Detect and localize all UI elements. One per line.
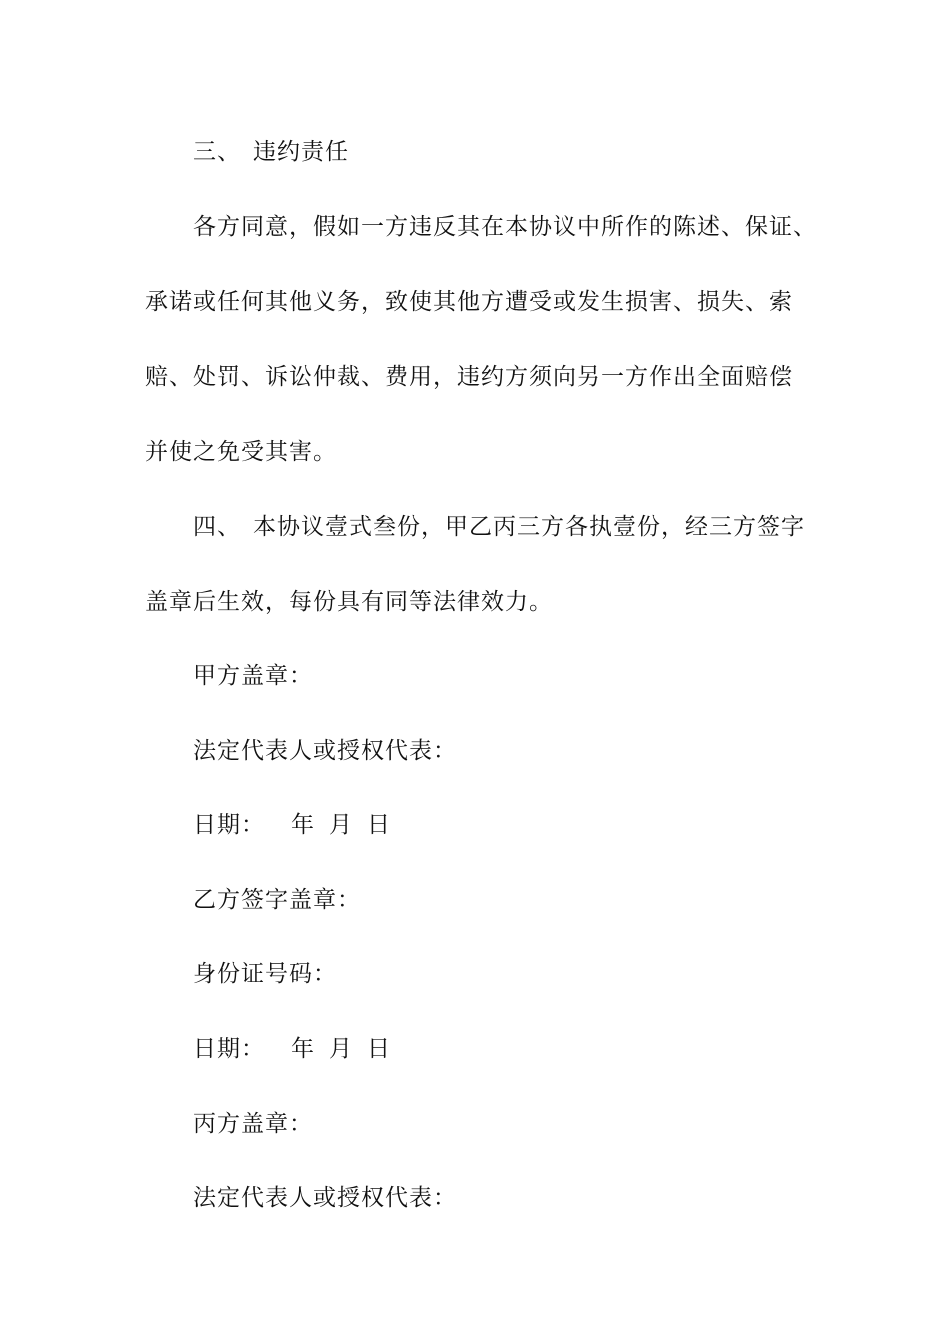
section-3-heading <box>193 137 349 167</box>
party-b-seal-label: 乙方签字盖章： <box>193 887 361 913</box>
date-label: 日期： <box>193 812 265 838</box>
date-month: 月 <box>329 1036 353 1062</box>
party-c-rep-label: 法定代表人或授权代表： <box>193 1185 457 1211</box>
party-b-date <box>193 1034 391 1064</box>
section-3-title: 违约责任 <box>253 139 349 165</box>
date-year: 年 <box>291 812 315 838</box>
party-a-rep-label: 法定代表人或授权代表： <box>193 738 457 764</box>
date-year: 年 <box>291 1036 315 1062</box>
date-day: 日 <box>367 812 391 838</box>
party-c-seal-label: 丙方盖章： <box>193 1111 313 1137</box>
section-3-line-3: 赔、处罚、诉讼仲裁、费用，违约方须向另一方作出全面赔偿 <box>145 364 793 390</box>
section-4-line-1 <box>193 512 805 542</box>
section-4-text: 本协议壹式叁份，甲乙丙三方各执壹份，经三方签字 <box>253 514 805 540</box>
section-3-line-1: 各方同意，假如一方违反其在本协议中所作的陈述、保证、 <box>193 214 817 240</box>
date-label: 日期： <box>193 1036 265 1062</box>
party-a-seal-label: 甲方盖章： <box>193 663 313 689</box>
party-a-date <box>193 810 391 840</box>
section-4-line-2: 盖章后生效，每份具有同等法律效力。 <box>145 589 553 615</box>
party-b-id-label: 身份证号码： <box>193 961 337 987</box>
date-month: 月 <box>329 812 353 838</box>
section-3-number: 三、 <box>193 139 241 165</box>
date-day: 日 <box>367 1036 391 1062</box>
section-4-number: 四、 <box>193 514 241 540</box>
section-3-line-2: 承诺或任何其他义务，致使其他方遭受或发生损害、损失、索 <box>145 289 793 315</box>
section-3-line-4: 并使之免受其害。 <box>145 439 337 465</box>
